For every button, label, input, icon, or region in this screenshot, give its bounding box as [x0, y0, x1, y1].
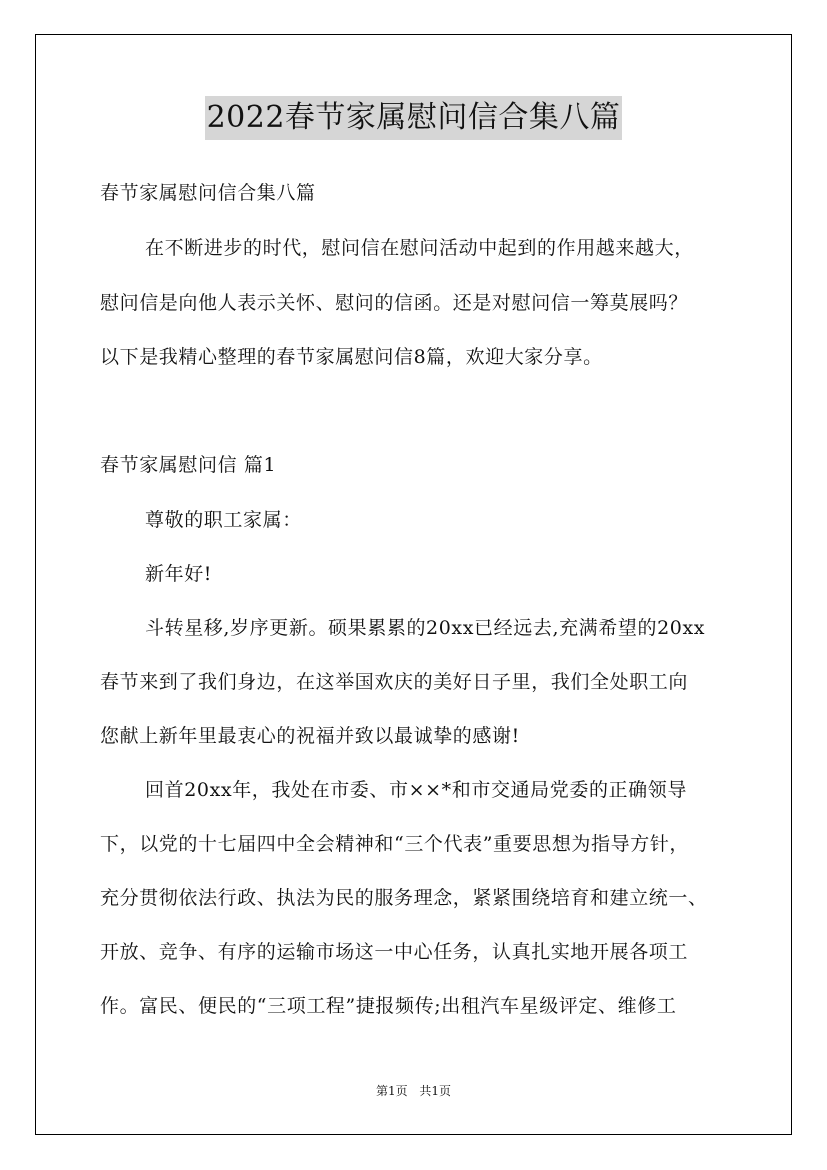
para1-line-1: 斗转星移,岁序更新。硕果累累的20xx已经远去,充满希望的20xx: [145, 617, 706, 639]
document-subtitle: 春节家属慰问信合集八篇: [100, 182, 316, 204]
para2-line-1: 回首20xx年，我处在市委、市××*和市交通局党委的正确领导: [145, 779, 687, 801]
para1-line-3: 您献上新年里最衷心的祝福并致以最诚挚的感谢!: [100, 725, 520, 747]
para1-line-2: 春节来到了我们身边，在这举国欢庆的美好日子里，我们全处职工向: [100, 671, 689, 693]
document-title: 2022春节家属慰问信合集八篇: [205, 96, 623, 140]
greeting: 新年好!: [145, 563, 213, 585]
section-heading: 春节家属慰问信 篇1: [100, 454, 277, 476]
para2-line-2: 下，以党的十七届四中全会精神和“三个代表”重要思想为指导方针，: [100, 833, 690, 855]
page-footer: [0, 1082, 827, 1100]
intro-line-1: 在不断进步的时代，慰问信在慰问活动中起到的作用越来越大，: [145, 237, 694, 259]
document-title-wrap: [0, 96, 827, 140]
page-number: 第1页: [375, 1084, 408, 1098]
salutation: 尊敬的职工家属：: [145, 509, 302, 531]
para2-line-4: 开放、竞争、有序的运输市场这一中心任务，认真扎实地开展各项工: [100, 941, 689, 963]
page-total: 共1页: [419, 1084, 452, 1098]
intro-line-2: 慰问信是向他人表示关怀、慰问的信函。还是对慰问信一筹莫展吗？: [100, 292, 689, 314]
intro-line-3: 以下是我精心整理的春节家属慰问信8篇，欢迎大家分享。: [100, 346, 603, 368]
para2-line-3: 充分贯彻依法行政、执法为民的服务理念，紧紧围绕培育和建立统一、: [100, 887, 708, 909]
para2-line-5: 作。富民、便民的“三项工程”捷报频传;出租汽车星级评定、维修工: [100, 995, 677, 1017]
